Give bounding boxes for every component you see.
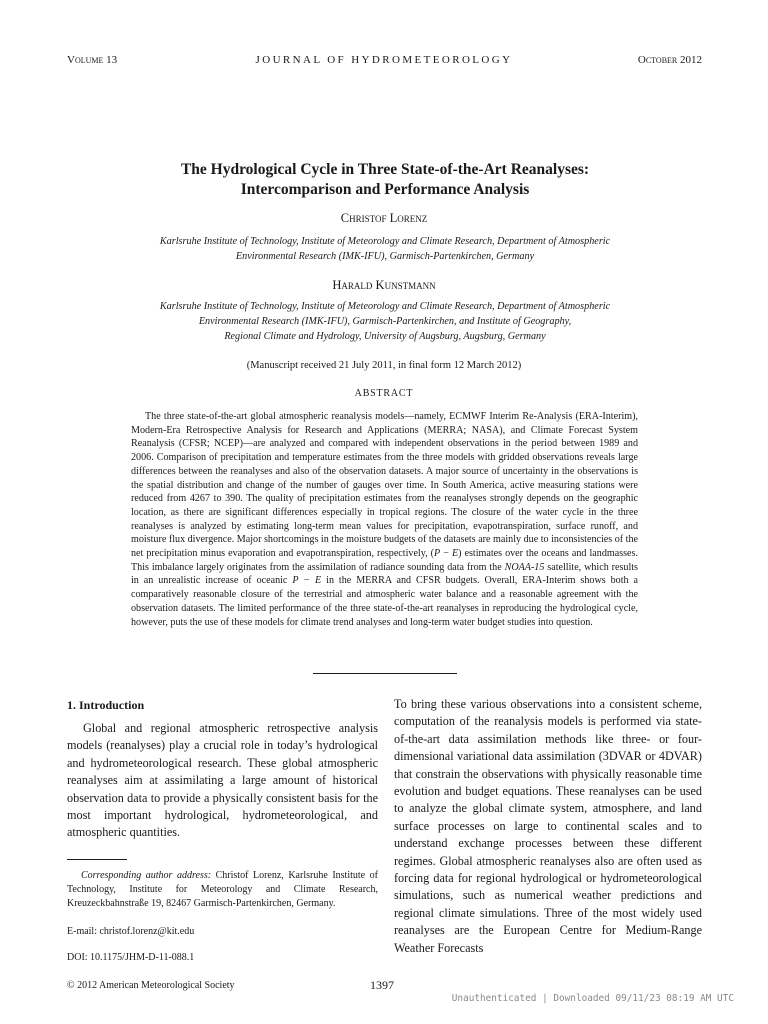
page-number: 1397 xyxy=(370,978,394,992)
section-divider xyxy=(313,673,457,674)
intro-paragraph-left: Global and regional atmospheric retrospective analysis models (reanalyses) play a crucial role in today’s hydrological and hydrometeorological research. These global atmospheric reanalyses aim at assimilating a large amount of historical observation data to provide a physically consistent basis for the most important hydrological, hydrometeorological, and atmospheric quantities. xyxy=(67,721,378,840)
manuscript-dates: (Manuscript received 21 July 2011, in final form 12 March 2012) xyxy=(246,360,522,371)
affiliation-line: Karlsruhe Institute of Technology, Institute of Meteorology and Climate Research, Department of Atmospheric xyxy=(159,236,611,247)
journal-name: JOURNAL OF HYDROMETEOROLOGY xyxy=(255,54,513,66)
abstract-text-c: ) estimates over the oceans and landmasses. This imbalance largely originates from the assimilation of radiance sounding data from the xyxy=(131,548,638,573)
affiliation-line: Karlsruhe Institute of Technology, Institute of Meteorology and Climate Research, Department of Atmospheric xyxy=(159,301,611,312)
copyright-line: © 2012 American Meteorological Society xyxy=(67,980,235,991)
volume-label: Volume 13 xyxy=(67,54,118,66)
author-affiliation-2 xyxy=(110,299,660,344)
abstract-italic-satellite: NOAA-15 xyxy=(504,561,545,573)
download-stamp: Unauthenticated | Downloaded 09/11/23 08:19 AM UTC xyxy=(451,993,734,1004)
footnote-address: Christof Lorenz, Karlsruhe Institute of Technology, Institute for Meteorology and Climate Research, Kreuzeckbahnstraße 19, 82467 Garmisch-Partenkirchen, Germany. xyxy=(67,870,378,910)
author-name-2: Harald Kunstmann xyxy=(332,278,436,292)
footnote-label: Corresponding author address: xyxy=(81,870,212,881)
abstract-italic-pe: P − E xyxy=(292,575,322,587)
affiliation-line: Environmental Research (IMK-IFU), Garmisch-Partenkirchen, Germany xyxy=(235,251,535,262)
title-line-2: Intercomparison and Performance Analysis xyxy=(240,181,530,198)
author-name-1: Christof Lorenz xyxy=(340,211,428,225)
issue-date: October 2012 xyxy=(637,54,702,66)
paper-title xyxy=(90,160,680,200)
abstract-text-a: The three state-of-the-art global atmospheric reanalysis models—namely, ECMWF Interim Re-Analysis (ERA-Interim), Modern-Era Retrospective Analysis for Research and Applications (MERRA; NASA), and Climate Forecast System Reanalysis (CFSR; NCEP)—are analyzed and compared with independent observations in the period between 1989 and 2006. Comparison of precipitation and temperature estimates from the three models with gridded observations reveals large differences between the reanalyses and also of the observation datasets. A major source of uncertainty in the observations is the spatial distribution and change of the number of gauges over time. In South America, active measuring stations were reduced from 4267 to 390. The quality of precipitation estimates from the reanalyses strongly depends on the geographic location, as there are significant differences especially in tropical regions. The closure of the water cycle in the three reanalyses is analyzed by estimating long-term mean values for precipitation, evapotranspiration, surface runoff, and moisture flux divergence. Major shortcomings in the moisture budgets of the datasets are mainly due to inconsistencies of the net precipitation minus evaporation and evapotranspiration, respectively, ( xyxy=(131,411,638,560)
author-affiliation-1 xyxy=(110,234,660,264)
abstract-heading: ABSTRACT xyxy=(354,388,414,399)
abstract-italic-e: E xyxy=(451,548,459,560)
doi-line: DOI: 10.1175/JHM-D-11-088.1 xyxy=(67,952,195,963)
abstract-body xyxy=(131,410,638,629)
abstract-text-b: − xyxy=(440,548,452,560)
abstract-italic-p: P xyxy=(434,548,441,560)
right-column xyxy=(394,696,702,957)
footnote-email: E-mail: christof.lorenz@kit.edu xyxy=(67,926,195,937)
section-heading-introduction: 1. Introduction xyxy=(67,698,145,712)
footnote-divider xyxy=(67,859,127,860)
abstract-text-e: in the MERRA and CFSR budgets. Overall, ERA-Interim shows both a comparatively reasonable closure of the terrestrial and atmospheric water balance and a reasonable agreement with the observation datasets. The limited performance of the three state-of-the-art reanalyses in reproducing the hydrological cycle, however, puts the use of these models for climate trend analyses and long-term water budget studies into question. xyxy=(131,575,638,628)
left-column xyxy=(67,697,378,842)
corresponding-author-footnote xyxy=(67,869,378,912)
affiliation-line: Regional Climate and Hydrology, University of Augsburg, Augsburg, Germany xyxy=(224,331,546,342)
abstract-text-d: satellite, which results in an unrealistic increase of oceanic xyxy=(131,561,638,587)
intro-paragraph-right: To bring these various observations into a consistent scheme, computation of the reanalysis models is performed via state-of-the-art data assimilation methods like three- or four-dimensional variational data assimilation (3DVAR or 4DVAR) that constrain the observations with physically reasonable time evolution and budget equations. These reanalyses can be used to analyze the global climate system, atmosphere, and land surface processes on large to continental scales and to understand exchange processes between these different regimes. Global atmospheric reanalyses also are often used as forcing data for regional hydrological or hydrometeorological simulations, such as numerical weather predictions and regional climate simulations. Three of the most widely used reanalyses are the European Centre for Medium-Range Weather Forecasts xyxy=(394,697,702,955)
title-line-1: The Hydrological Cycle in Three State-of-the-Art Reanalyses: xyxy=(180,161,590,178)
affiliation-line: Environmental Research (IMK-IFU), Garmisch-Partenkirchen, and Institute of Geography, xyxy=(198,316,572,327)
